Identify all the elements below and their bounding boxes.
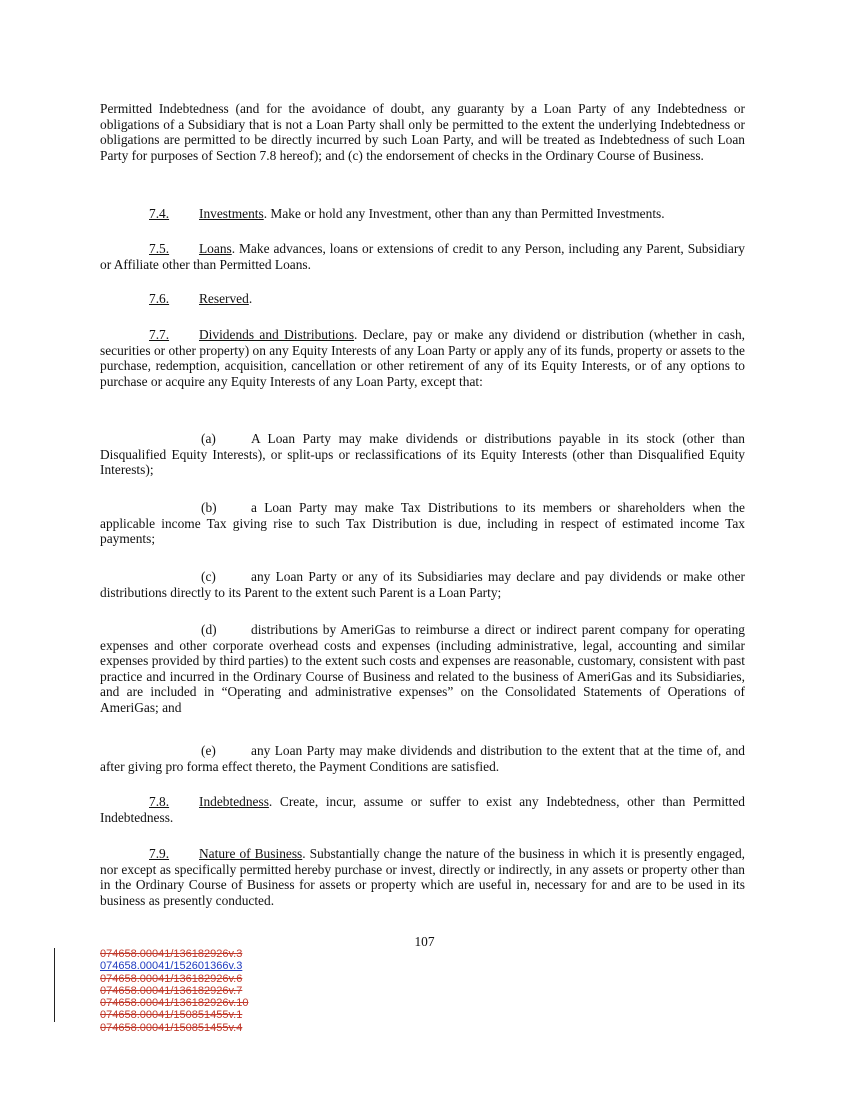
section-text: . Substantially change the nature of the business in which it is presently engaged, nor except as specifically permitted hereby purchase or invest, directly or indirectly, in any assets or property other than in the Ordinary Course of Business for assets or property which are useful in, necessary for and are to be used in its business as presently conducted.: [100, 846, 745, 908]
page-number: 107: [414, 934, 435, 949]
doc-id-inserted: 074658.00041/152601366v.3: [100, 960, 243, 973]
clause-tag: (e): [201, 743, 216, 758]
section-text: . Declare, pay or make any dividend or distribution (whether in cash, securities or other property) on any Equity Interests of any Loan Party or apply any of its funds, property or assets to the purchase, redemption, acquisition, cancellation or other retirement of any of its Equity Interests, or of any options to purchase or acquire any Equity Interests of any Loan Party, except that:: [100, 327, 745, 389]
section-7-8: [100, 794, 745, 825]
doc-id-deleted: 074658.00041/136182926v.7: [100, 984, 243, 997]
clause-e: [100, 743, 745, 774]
clause-tag: (d): [201, 622, 217, 637]
document-id-list: [100, 948, 248, 1034]
section-number: 7.6.: [149, 291, 170, 306]
section-7-7: [100, 327, 745, 389]
doc-id-deleted: 074658.00041/136182926v.10: [100, 997, 249, 1010]
clause-b: [100, 500, 745, 547]
section-7-9: [100, 846, 745, 908]
section-7-5: [100, 241, 745, 272]
doc-id-deleted: 074658.00041/136182926v.6: [100, 972, 243, 985]
section-text: . Make or hold any Investment, other than any than Permitted Investments.: [263, 206, 665, 221]
clause-text: distributions by AmeriGas to reimburse a direct or indirect parent company for operating expenses and other corporate overhead costs and expenses (including administrative, legal, accounting and similar expenses provided by third parties) to the extent such costs and expenses are reasonable, customary, consistent with past practice and incurred in the Ordinary Course of Business and related to the business of AmeriGas and its Subsidiaries, and are included in “Operating and administrative expenses” on the Consolidated Statements of Operations of AmeriGas; and: [100, 622, 745, 715]
section-text: . Make advances, loans or extensions of credit to any Person, including any Parent, Subsidiary or Affiliate other than Permitted Loans.: [100, 241, 745, 272]
section-7-4: [100, 206, 745, 222]
section-title: Investments: [199, 206, 264, 221]
change-bar: [54, 948, 55, 1022]
clause-tag: (a): [201, 431, 216, 446]
section-title: Dividends and Distributions: [199, 327, 355, 342]
intro-paragraph: Permitted Indebtedness (and for the avoidance of doubt, any guaranty by a Loan Party of any Indebtedness or obligations of a Subsidiary that is not a Loan Party shall only be permitted to the extent the underlying Indebtedness or obligations are permitted to be directly incurred by such Loan Party, and will be treated as Indebtedness of such Loan Party for purposes of Section 7.8 hereof); and (c) the endorsement of checks in the Ordinary Course of Business.: [100, 101, 745, 163]
clause-tag: (c): [201, 569, 216, 584]
doc-id-deleted: 074658.00041/150851455v.1: [100, 1009, 243, 1022]
clause-text: any Loan Party may make dividends and distribution to the extent that at the time of, and after giving pro forma effect thereto, the Payment Conditions are satisfied.: [100, 743, 745, 774]
section-7-6: [100, 291, 745, 307]
clause-text: A Loan Party may make dividends or distributions payable in its stock (other than Disqualified Equity Interests), or split-ups or reclassifications of its Equity Interests (other than Disqualified Equity Interests);: [100, 431, 745, 478]
section-text: .: [248, 291, 253, 306]
section-title: Loans: [199, 241, 232, 256]
section-text: . Create, incur, assume or suffer to exist any Indebtedness, other than Permitted Indebtedness.: [100, 794, 745, 825]
clause-d: [100, 622, 745, 716]
section-title: Nature of Business: [199, 846, 303, 861]
doc-id-deleted: 074658.00041/150851455v.4: [100, 1021, 243, 1034]
section-title: Indebtedness: [199, 794, 269, 809]
section-number: 7.5.: [149, 241, 170, 256]
section-number: 7.8.: [149, 794, 170, 809]
section-number: 7.4.: [149, 206, 170, 221]
clause-a: [100, 431, 745, 478]
section-title: Reserved: [199, 291, 249, 306]
section-number: 7.7.: [149, 327, 170, 342]
clause-text: a Loan Party may make Tax Distributions to its members or shareholders when the applicable income Tax giving rise to such Tax Distribution is due, including in respect of estimated income Tax payments;: [100, 500, 745, 547]
clause-text: any Loan Party or any of its Subsidiaries may declare and pay dividends or make other distributions directly to its Parent to the extent such Parent is a Loan Party;: [100, 569, 745, 600]
doc-id-deleted: 074658.00041/136182926v.3: [100, 948, 243, 960]
clause-tag: (b): [201, 500, 217, 515]
clause-c: [100, 569, 745, 600]
section-number: 7.9.: [149, 846, 170, 861]
